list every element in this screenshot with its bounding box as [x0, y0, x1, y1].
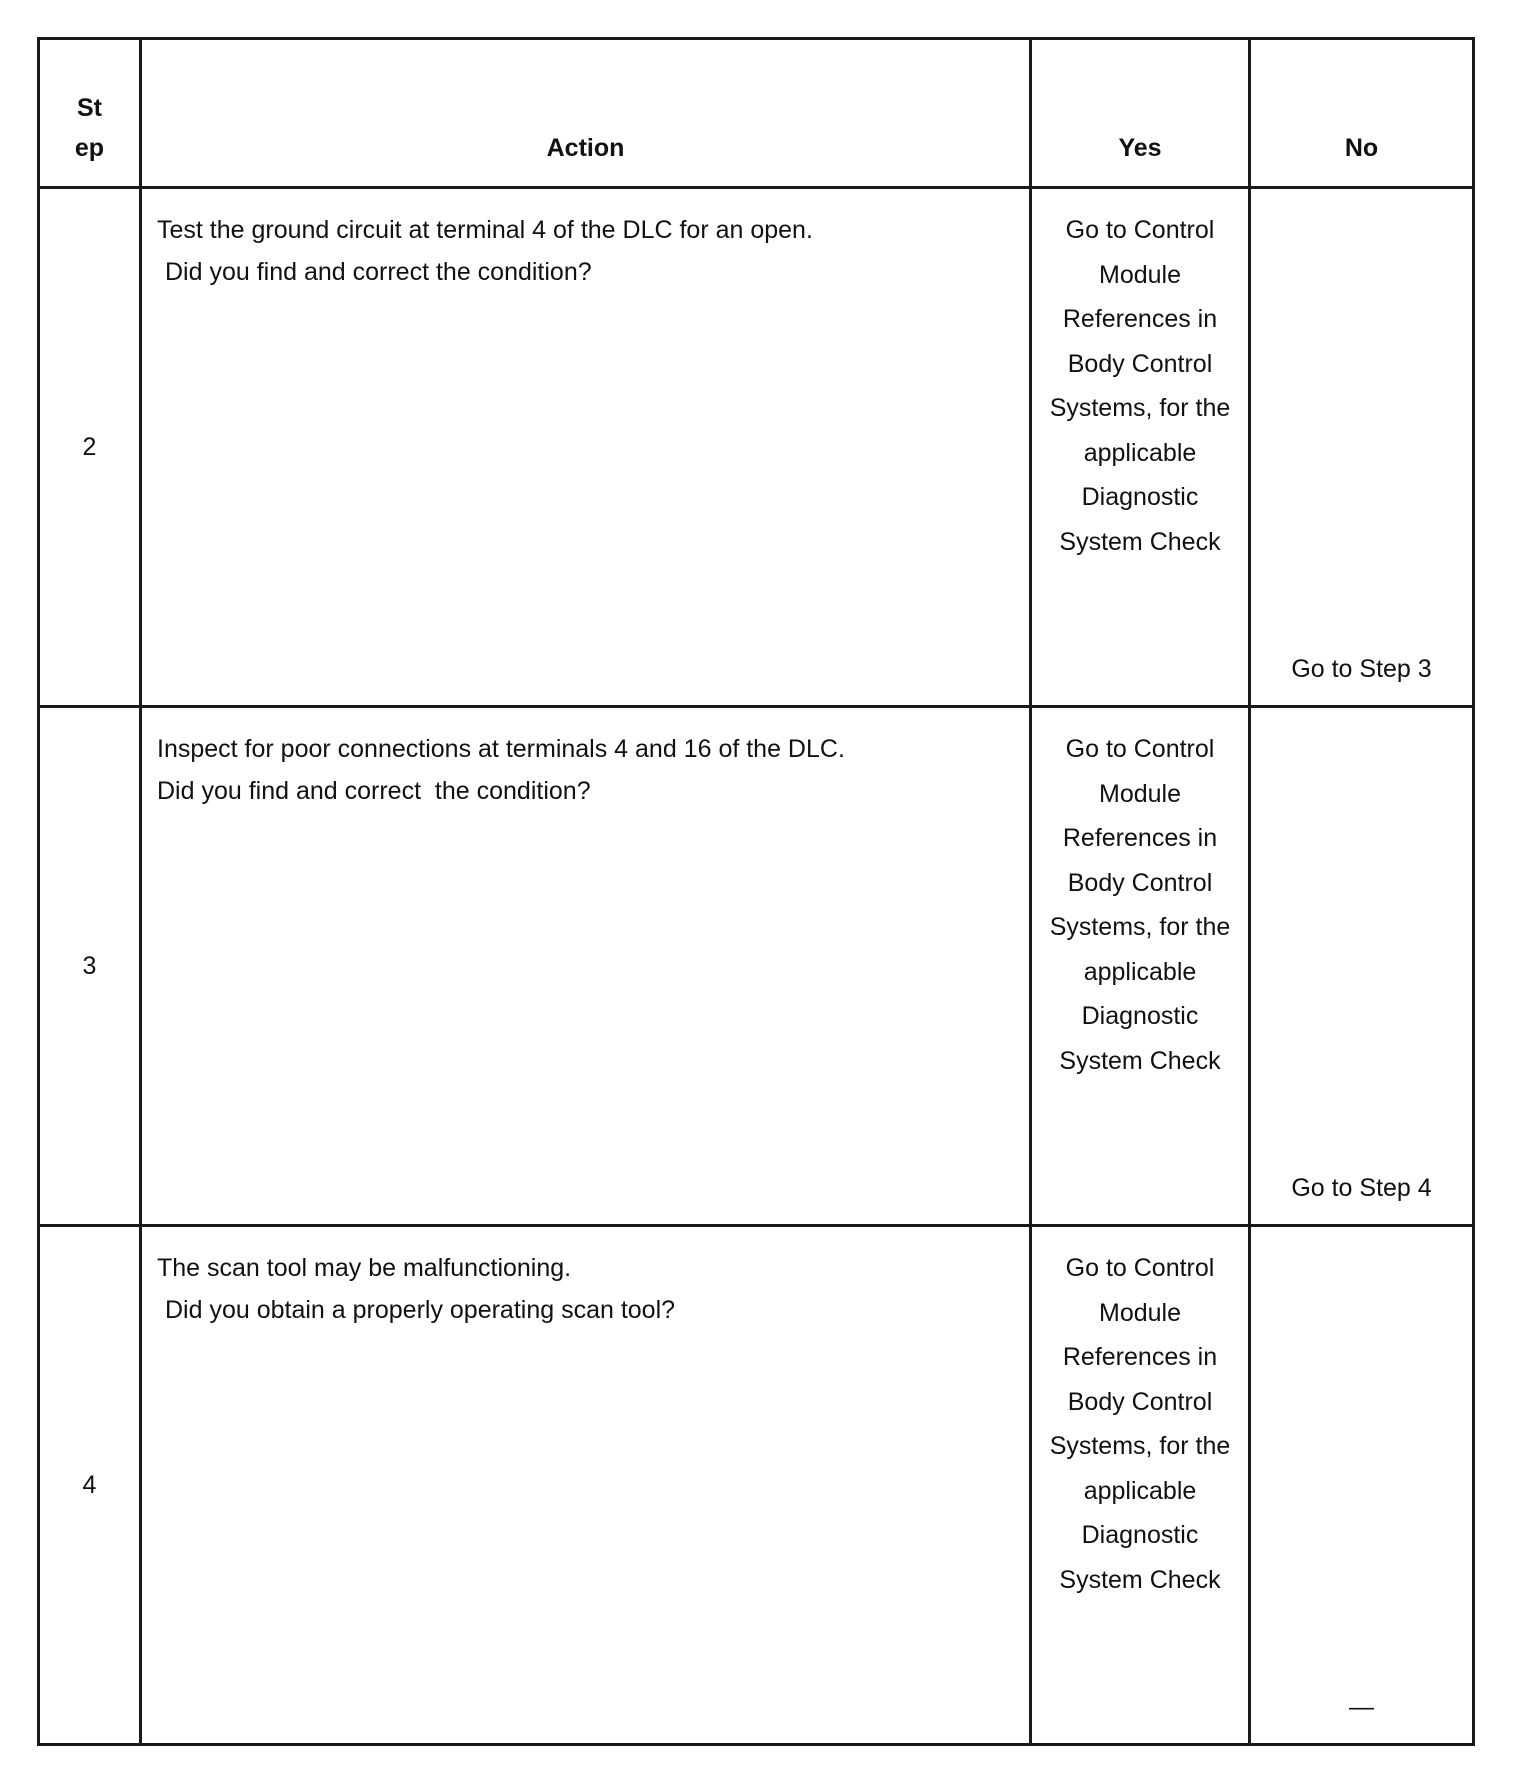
- action-cell: [141, 188, 1031, 707]
- yes-result: Go to Control Module References in Body Control Systems, for the applicable Diagnostic System Check: [1031, 707, 1250, 1226]
- no-result: Go to Step 4: [1250, 707, 1474, 1226]
- action-instruction: Inspect for poor connections at terminals 4 and 16 of the DLC.: [157, 735, 845, 763]
- yes-result: Go to Control Module References in Body Control Systems, for the applicable Diagnostic System Check: [1031, 188, 1250, 707]
- step-number: 3: [39, 707, 141, 1226]
- no-result: —: [1250, 1226, 1474, 1745]
- header-no: No: [1250, 39, 1474, 188]
- header-step: St ep: [39, 39, 141, 188]
- header-action: Action: [141, 39, 1031, 188]
- table-row: [39, 1226, 1474, 1745]
- table-row: [39, 188, 1474, 707]
- step-number: 4: [39, 1226, 141, 1745]
- action-instruction: Test the ground circuit at terminal 4 of the DLC for an open.: [157, 216, 813, 244]
- action-question: Did you obtain a properly operating scan tool?: [165, 1296, 676, 1324]
- action-question: Did you find and correct the condition?: [157, 777, 591, 805]
- action-question: Did you find and correct the condition?: [165, 258, 592, 286]
- action-cell: [141, 1226, 1031, 1745]
- header-yes: Yes: [1031, 39, 1250, 188]
- yes-result: Go to Control Module References in Body Control Systems, for the applicable Diagnostic System Check: [1031, 1226, 1250, 1745]
- step-number: 2: [39, 188, 141, 707]
- no-result: Go to Step 3: [1250, 188, 1474, 707]
- table-row: [39, 707, 1474, 1226]
- action-cell: [141, 707, 1031, 1226]
- action-instruction: The scan tool may be malfunctioning.: [157, 1254, 572, 1282]
- header-row: [39, 39, 1474, 188]
- diagnostic-table: [37, 37, 1475, 1746]
